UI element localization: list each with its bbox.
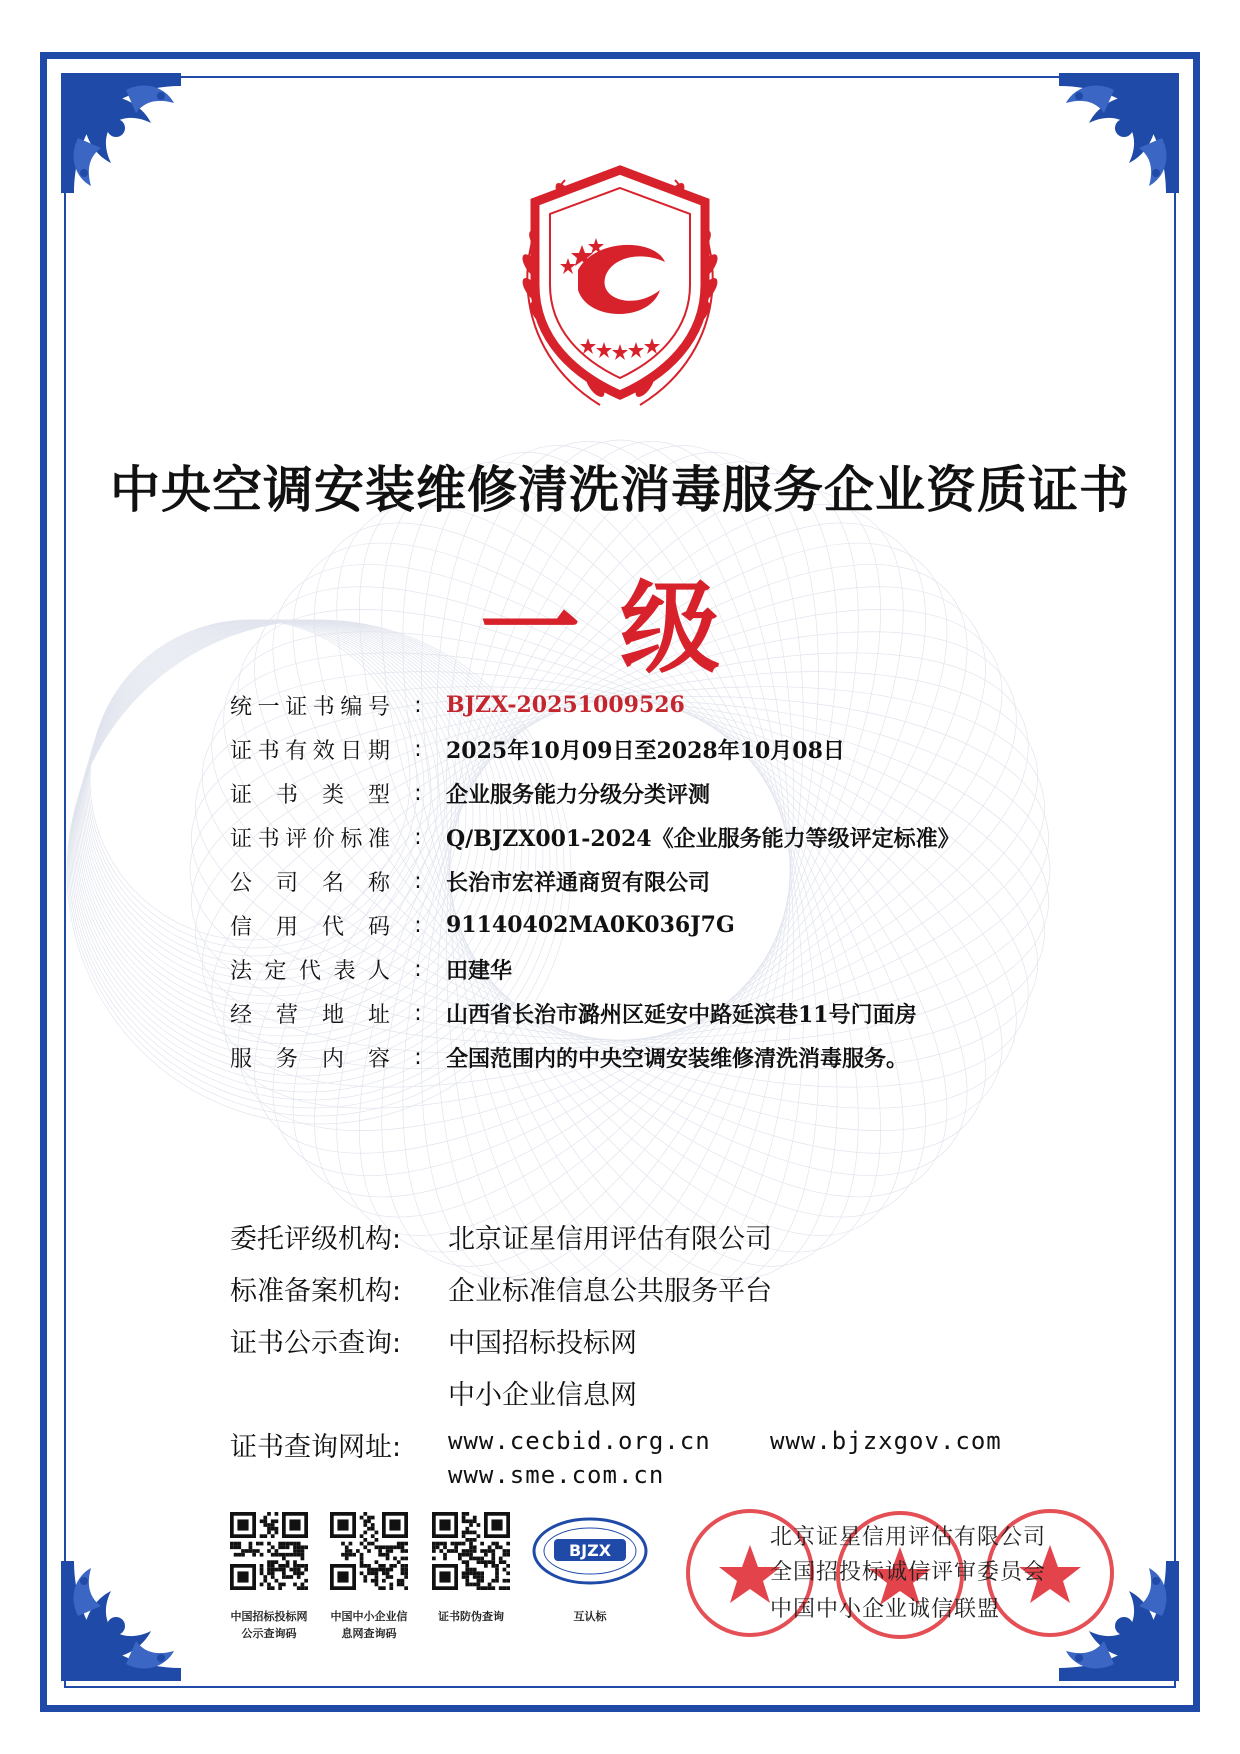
certificate-level: 一级 xyxy=(480,569,760,687)
certificate-info-list xyxy=(230,683,1110,1079)
info-colon: : xyxy=(414,956,422,982)
organization-row xyxy=(230,1262,1090,1314)
qr-caption xyxy=(314,1608,424,1642)
seal-line: 中国中小企业诚信联盟 xyxy=(770,1597,1001,1622)
url-link[interactable]: www.sme.com.cn xyxy=(448,1461,665,1489)
info-label: 公 司 名 称 xyxy=(230,870,390,896)
info-row xyxy=(230,859,1110,903)
organization-list xyxy=(230,1210,1090,1418)
corner-ornament-icon xyxy=(56,1556,186,1686)
info-colon: : xyxy=(414,912,422,938)
info-colon: : xyxy=(414,824,422,850)
seal-line: 北京证星信用评估有限公司 xyxy=(770,1525,1047,1550)
organization-row xyxy=(230,1314,1090,1366)
info-row xyxy=(230,771,1110,815)
organization-value: 企业标准信息公共服务平台 xyxy=(448,1275,772,1307)
info-row xyxy=(230,903,1110,947)
info-value: 91140402MA0K036J7G xyxy=(446,912,735,938)
info-colon: : xyxy=(414,736,422,762)
info-label: 法 定 代 表 人 xyxy=(230,958,390,984)
info-row xyxy=(230,991,1110,1035)
corner-ornament-icon xyxy=(56,68,186,198)
info-colon: : xyxy=(414,692,422,718)
badge-text: BJZX xyxy=(568,1541,612,1560)
info-colon: : xyxy=(414,1044,422,1070)
query-urls-label: 证书查询网址: xyxy=(230,1432,402,1463)
organization-label: 证书公示查询: xyxy=(230,1327,402,1359)
info-value: 全国范围内的中央空调安装维修清洗消毒服务。 xyxy=(446,1045,909,1072)
seal-line: 全国招投标诚信评审委员会 xyxy=(770,1560,1047,1585)
organization-row xyxy=(230,1366,1090,1418)
info-label: 证 书 评 价 标 准 xyxy=(230,826,390,852)
certificate-title: 中央空调安装维修清洗消毒服务企业资质证书 xyxy=(110,460,1130,519)
badge-caption: 互认标 xyxy=(573,1610,607,1623)
qr-caption xyxy=(214,1608,324,1642)
info-label: 信 用 代 码 xyxy=(230,914,390,940)
qr-code-icon[interactable] xyxy=(330,1512,408,1590)
info-row xyxy=(230,727,1110,771)
info-label: 统 一 证 书 编 号 xyxy=(230,694,390,720)
qr-caption-line: 息网查询码 xyxy=(341,1627,397,1640)
qr-caption-line: 中国中小企业信 xyxy=(330,1610,408,1623)
organization-row xyxy=(230,1210,1090,1262)
info-colon: : xyxy=(414,868,422,894)
organization-value: 北京证星信用评估有限公司 xyxy=(448,1223,772,1255)
qr-code-icon[interactable] xyxy=(432,1512,510,1590)
qr-caption-line: 公示查询码 xyxy=(241,1627,297,1640)
qr-code-icon[interactable] xyxy=(230,1512,308,1590)
info-row xyxy=(230,1035,1110,1079)
qr-caption xyxy=(416,1608,526,1625)
url-link[interactable]: www.cecbid.org.cn xyxy=(448,1427,711,1455)
organization-value: 中国招标投标网 xyxy=(448,1327,637,1359)
bjzx-badge-icon xyxy=(530,1515,650,1587)
info-value: 企业服务能力分级分类评测 xyxy=(446,781,711,808)
corner-ornament-icon xyxy=(1054,68,1184,198)
info-value: 山西省长治市潞州区延安中路延滨巷11号门面房 xyxy=(446,1001,917,1028)
info-label: 证 书 类 型 xyxy=(230,782,390,808)
info-value: Q/BJZX001-2024《企业服务能力等级评定标准》 xyxy=(446,825,960,852)
info-row xyxy=(230,815,1110,859)
info-label: 服 务 内 容 xyxy=(230,1046,390,1072)
info-value: 田建华 xyxy=(446,957,513,984)
info-value: 长治市宏祥通商贸有限公司 xyxy=(446,869,711,896)
info-label: 证 书 有 效 日 期 xyxy=(230,738,390,764)
info-colon: : xyxy=(414,1000,422,1026)
shield-emblem-icon xyxy=(470,150,770,425)
organization-value: 中小企业信息网 xyxy=(448,1379,637,1411)
organization-label: 标准备案机构: xyxy=(230,1275,402,1307)
info-label: 经 营 地 址 xyxy=(230,1002,390,1028)
info-row xyxy=(230,947,1110,991)
url-link[interactable]: www.bjzxgov.com xyxy=(770,1427,1002,1455)
qr-caption-line: 证书防伪查询 xyxy=(438,1610,504,1623)
info-value: 2025年10月09日至2028年10月08日 xyxy=(446,737,845,764)
info-colon: : xyxy=(414,780,422,806)
info-value: BJZX-20251009526 xyxy=(446,692,685,718)
qr-caption-line: 中国招标投标网 xyxy=(230,1610,308,1623)
info-row xyxy=(230,683,1110,727)
organization-label: 委托评级机构: xyxy=(230,1223,402,1255)
